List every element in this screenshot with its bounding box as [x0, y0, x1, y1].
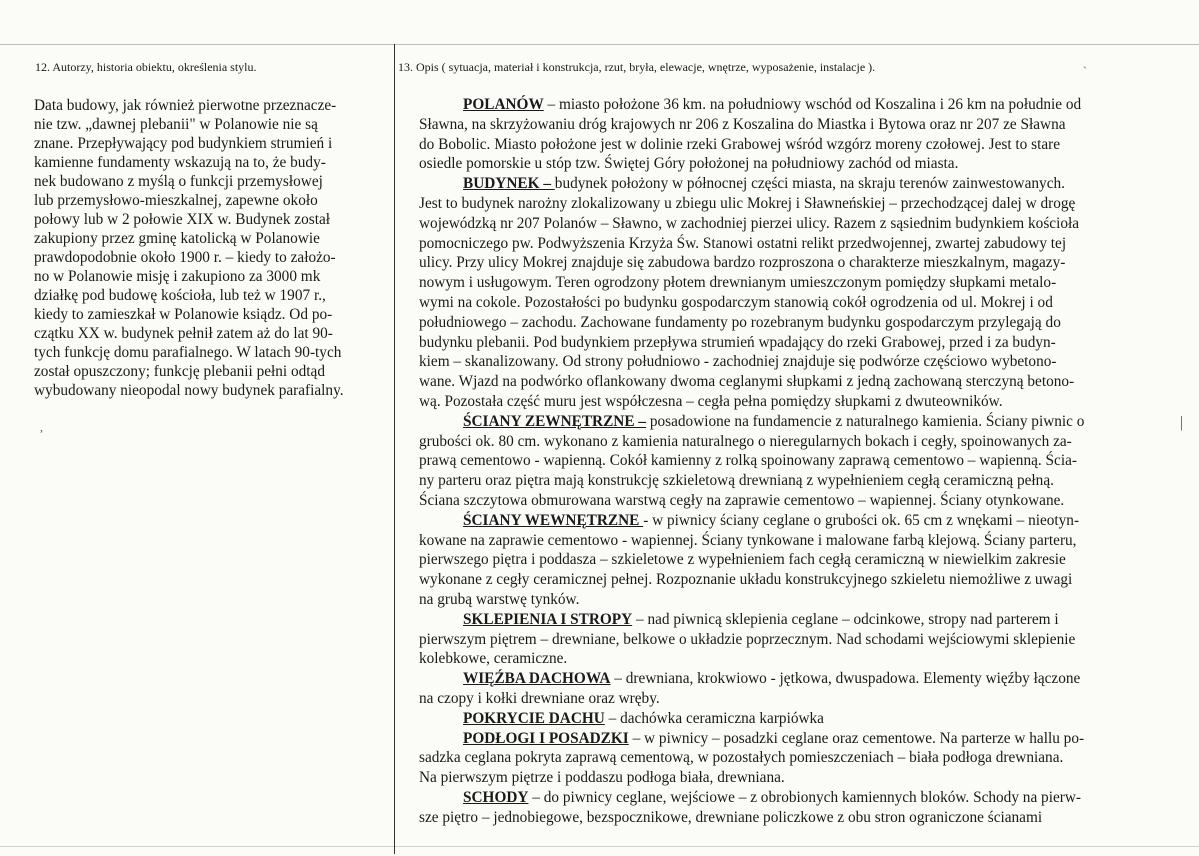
scan-mark: |: [1180, 414, 1184, 431]
text-line: pierwszym piętrem – drewniane, belkowe o układzie poprzecznym. Nad schodami wejściowymi sklepienie: [419, 630, 1076, 648]
section-heading: ŚCIANY WEWNĘTRZNE: [463, 511, 644, 529]
text-line: ny parteru oraz piętra mają konstrukcję szkieletową drewnianą z wypełnieniem cegłą ceramiczną pełną.: [419, 472, 1054, 490]
text-line: wykonane z cegły ceramicznej pełnej. Rozpoznanie układu konstrukcyjnego szkieletu niemożliwe z uwagi: [419, 571, 1073, 589]
text-line: nek budowano z myślą o funkcji przemysłowej: [34, 173, 323, 190]
bottom-rule: [0, 846, 1199, 847]
section-lead-text: – w piwnicy – posadzki ceglane oraz cementowe. Na parterze w hallu po-: [628, 729, 1085, 747]
right-column-header: 13. Opis ( sytuacja, materiał i konstrukcja, rzut, bryła, elewacje, wnętrze, wyposażenie, instalacje ).: [398, 60, 876, 74]
text-line: no w Polanowie misję i zakupiono za 3000 mk: [34, 268, 321, 285]
section: [419, 174, 1179, 412]
text-line: pomocniczego pw. Podwyższenia Krzyża Św. Stanowi ostatni relikt przedwojennej, zwartej zabudowy tej: [419, 234, 1067, 252]
text-line: nie tzw. „dawnej plebanii" w Polanowie nie są: [34, 116, 318, 133]
text-line: grubości ok. 80 cm. wykonano z kamienia naturalnego o nieregularnych bokach i cegły, spoinowanych za-: [419, 432, 1072, 450]
text-line: wybudowany nieopodal nowy budynek parafialny.: [34, 382, 344, 399]
text-line: tych funkcję domu parafialnego. W latach 90-tych: [34, 344, 342, 361]
text-line: wą. Pozostała część muru jest współczesna – cegła pełna pomiędzy słupkami z dwuteowników.: [419, 392, 1003, 410]
section-first-line: [419, 788, 1179, 808]
text-line: wane. Wjazd na podwórko oflankowany dwoma ceglanymi słupkami z jedną zachowaną sterczyną betono-: [419, 373, 1075, 391]
section: [419, 610, 1179, 669]
section-heading: PODŁOGI I POSADZKI: [463, 729, 629, 747]
column-divider: [394, 44, 395, 854]
text-line: budynku plebanii. Pod budynkiem przepływa strumień wpadający do rzeki Grabowej, przed i za budyn-: [419, 333, 1056, 351]
section-first-line: [419, 709, 1179, 729]
description-text: [419, 95, 1179, 827]
text-line: wymi na cokole. Pozostałości po budynku gospodarczym stanowią cokół ogrodzenia od ul. Mokrej i od: [419, 293, 1053, 311]
section-first-line: [419, 95, 1179, 115]
text-line: południowego – zachodu. Zachowane fundamenty po rozebranym budynku gospodarczym przylegają do: [419, 313, 1061, 331]
text-line: prawą cementowo - wapienną. Cokół kamienny z rolką spoinowany zaprawą cementowo – wapienną. Ścia-: [419, 452, 1077, 470]
text-line: kolebkowe, ceramiczne.: [419, 650, 568, 668]
text-line: Jest to budynek narożny zlokalizowany u zbiegu ulic Mokrej i Sławneńskiej – przechodzącej dalej w drogę: [419, 194, 1076, 212]
section-lead-text: – nad piwnicą sklepienia ceglane – odcinkowe, stropy nad parterem i: [632, 610, 1059, 628]
section-heading: ŚCIANY ZEWNĘTRZNE –: [463, 412, 647, 430]
text-line: wojewódzką nr 207 Polanów – Sławno, w zachodniej pierzei ulicy. Razem z sąsiednim budynkiem kościoła: [419, 214, 1080, 232]
section: [419, 511, 1179, 610]
text-line: lub przemysłowo-mieszkalnej, zapewne około: [34, 192, 318, 209]
section-lead-text: budynek położony w północnej części miasta, na skraju terenów zainwestowanych.: [554, 175, 1065, 193]
text-line: prawdopodobnie około 1900 r. – kiedy to założo-: [34, 249, 336, 266]
text-line: został opuszczony; funkcję plebanii pełni odtąd: [34, 363, 325, 380]
text-line: osiedle pomorskie u stóp tzw. Świętej Góry położonej na południowy zachód od miasta.: [419, 155, 959, 173]
section: [419, 709, 1179, 729]
section-lead-text: – do piwnicy ceglane, wejściowe – z obrobionych kamiennych bloków. Schody na pierw-: [528, 788, 1081, 806]
text-line: ulicy. Przy ulicy Mokrej znajduje się zabudowa bardzo rozproszona o charakterze mieszkalnym, magazy-: [419, 254, 1066, 272]
history-text: [34, 96, 386, 400]
section-heading: SKLEPIENIA I STROPY: [463, 610, 633, 628]
text-line: na grubą warstwę tynków.: [419, 590, 580, 608]
section: [419, 729, 1179, 788]
section-lead-text: – dachówka ceramiczna karpiówka: [604, 709, 824, 727]
section-heading: POLANÓW: [463, 96, 544, 113]
section-first-line: [419, 511, 1179, 531]
section-heading: POKRYCIE DACHU: [463, 709, 605, 727]
top-rule: [0, 44, 1199, 45]
text-line: kowane na zaprawie cementowo - wapiennej. Ściany tynkowane i malowane farbą klejową. Ściany parteru,: [419, 531, 1077, 549]
scan-speck: `: [1083, 64, 1087, 78]
section: [419, 95, 1179, 174]
text-line: sze piętro – jednobiegowe, bezspocznikowe, drewniane policzkowe z obu stron ograniczone ścianami: [419, 808, 1043, 826]
text-line: nowym i usługowym. Teren ogrodzony płotem drewnianym umieszczonym pomiędzy słupkami metalo-: [419, 274, 1057, 292]
text-line: działkę pod budowę kościoła, lub też w 1907 r.,: [34, 287, 326, 304]
text-line: kiedy to zamieszkał w Polanowie ksiądz. Od po-: [34, 306, 333, 323]
text-line: sadzka ceglana pokryta zaprawą cementową, w pozostałych pomieszczeniach – biała podłoga drewniana.: [419, 749, 1064, 767]
text-line: znane. Przepływający pod budynkiem strumień i: [34, 135, 333, 152]
section: [419, 669, 1179, 709]
section-first-line: [419, 669, 1179, 689]
text-line: Data budowy, jak również pierwotne przeznacze-: [34, 97, 337, 114]
section-first-line: [419, 174, 1179, 194]
left-column-header: 12. Autorzy, historia obiektu, określenia stylu.: [35, 60, 257, 74]
section-lead-text: – drewniana, krokwiowo - jętkowa, dwuspadowa. Elementy więźby łączone: [610, 670, 1081, 688]
section: [419, 412, 1179, 511]
text-line: na czopy i kołki drewniane oraz wręby.: [419, 689, 660, 707]
section-heading: SCHODY: [463, 788, 529, 806]
text-line: kiem – skanalizowany. Od strony południowo - zachodniej znajduje się podwórze częściowo wybetono-: [419, 353, 1057, 371]
scan-speck: ,: [40, 420, 43, 434]
section: [419, 788, 1179, 828]
section-first-line: [419, 412, 1179, 432]
text-line: do Bobolic. Miasto położone jest w dolinie rzeki Grabowej wśród wzgórz moreny czołowej. Jest to stare: [419, 135, 1061, 153]
text-line: Sławna, na skrzyżowaniu dróg krajowych nr 206 z Koszalina do Miastka i Bytowa oraz nr 207 ze Sławna: [419, 115, 1066, 133]
text-line: Ściana szczytowa obmurowana warstwą cegły na zaprawie cementowo – wapiennej. Ściany otynkowane.: [419, 491, 1065, 509]
text-line: czątku XX w. budynek pełnił zatem aż do lat 90-: [34, 325, 333, 342]
text-line: zakupiony przez gminę katolicką w Polanowie: [34, 230, 320, 247]
section-lead-text: – miasto położone 36 km. na południowy wschód od Koszalina i 26 km na południe od: [543, 96, 1082, 113]
text-line: połowy lub w 2 połowie XIX w. Budynek został: [34, 211, 330, 228]
section-heading: WIĘŹBA DACHOWA: [463, 670, 611, 688]
section-lead-text: - w piwnicy ściany ceglane o grubości ok. 65 cm z wnękami – nieotyn-: [643, 511, 1080, 529]
text-line: Na pierwszym piętrze i poddaszu podłoga biała, drewniana.: [419, 769, 785, 787]
section-heading: BUDYNEK –: [463, 175, 555, 193]
text-line: pierwszego piętra i poddasza – szkieletowe z wypełnieniem fach cegłą ceramiczną w niewielkim zakresie: [419, 551, 1066, 569]
section-lead-text: posadowione na fundamencie z naturalnego kamienia. Ściany piwnic o: [646, 412, 1085, 430]
text-line: kamienne fundamenty wskazują na to, że budy-: [34, 154, 326, 171]
section-first-line: [419, 610, 1179, 630]
section-first-line: [419, 729, 1179, 749]
